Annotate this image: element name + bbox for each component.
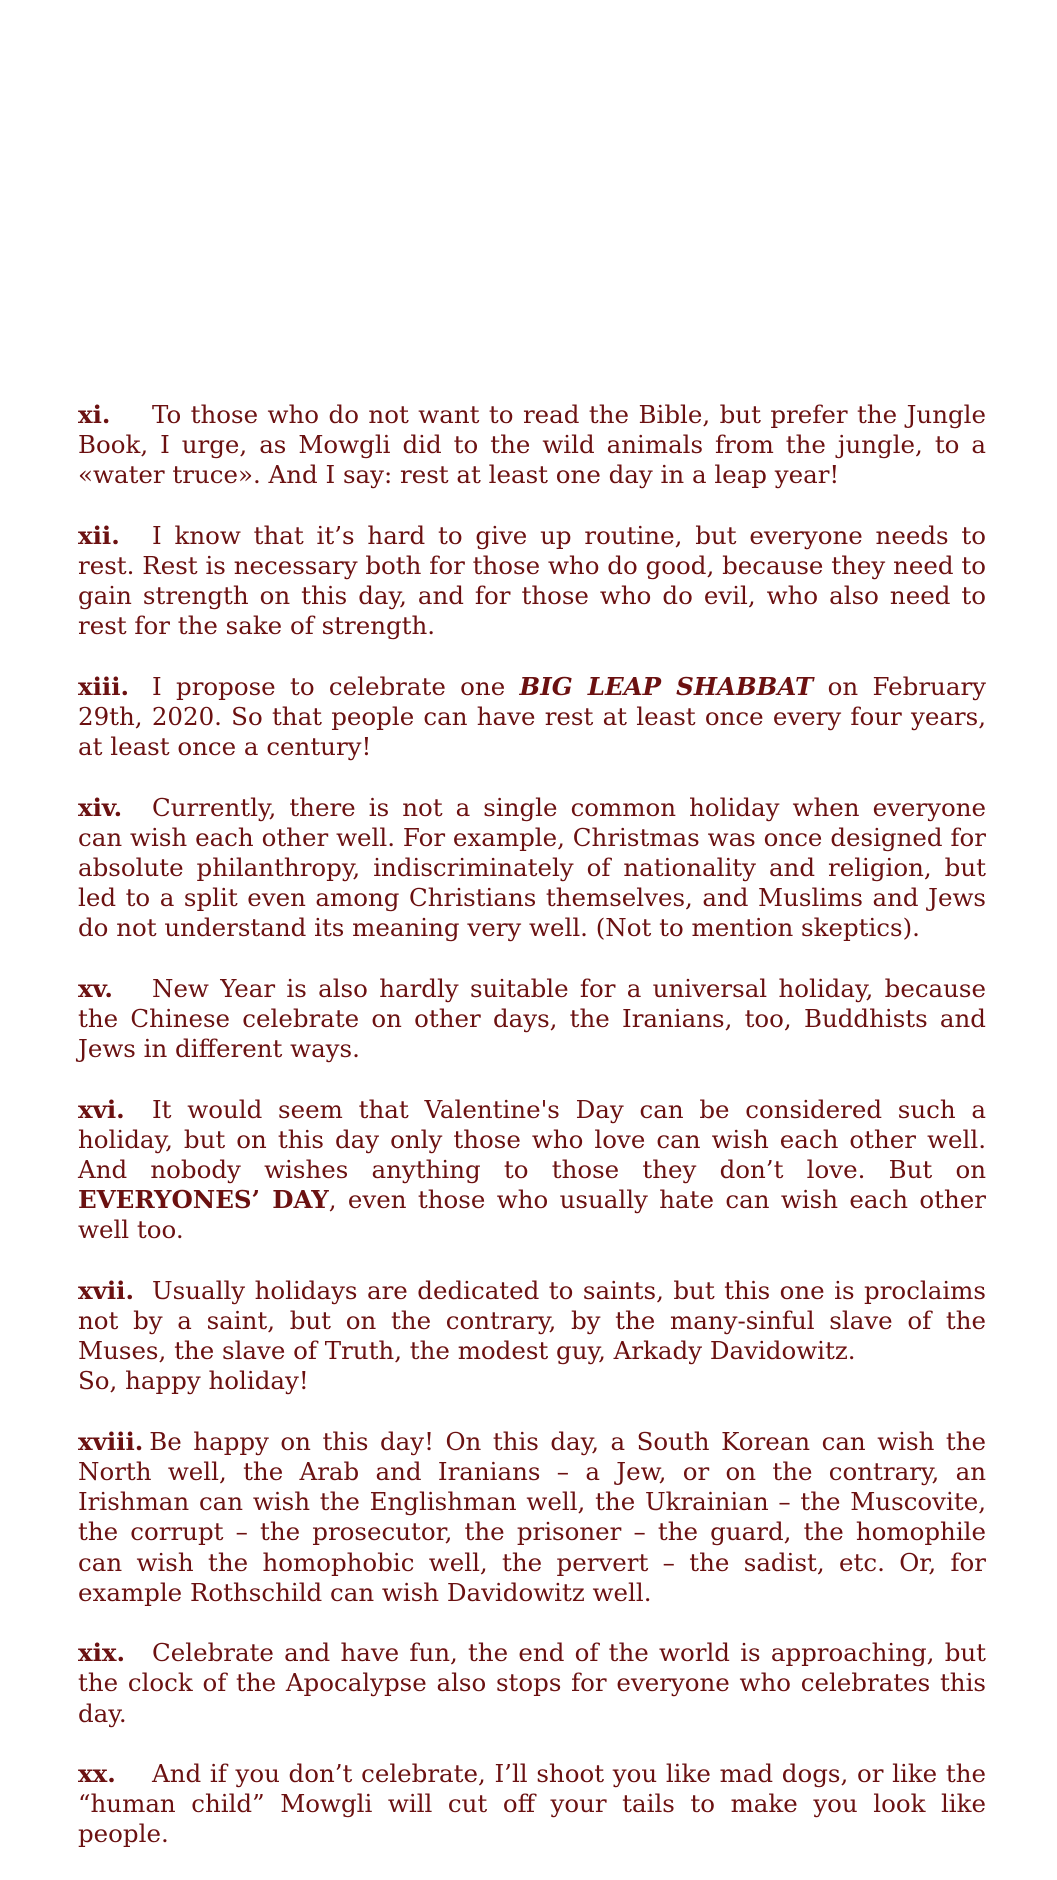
paragraph-text: And if you don’t celebrate, I’ll shoot you like mad dogs, or like the “human child” Mowgli will cut off your tails to make you look like people. [78,1759,986,1849]
paragraph-number: xx. [78,1759,116,1788]
paragraph-text: Currently, there is not a single common holiday when everyone can wish each other well. For example, Christmas was once designed for absolute philanthropy, indiscriminately of nationality and religion, but led to a split even among Christians themselves, and Muslims and Jews do not understand its meaning very well. (Not to mention skeptics). [78,792,986,943]
paragraph-number: xix. [78,1638,126,1668]
paragraph-text: Be happy on this day! On this day, a South Korean can wish the North well, the Arab and Iranians – a Jew, or on the contrary, an Irishman can wish the Englishman well, the Ukrainian – the Muscovite, the corrupt – the prosecutor, the prisoner – the guard, the homophile can wish the homophobic well, the pervert – the sadist, etc. Or, for example Rothschild can wish Davidowitz well. [78,1426,986,1607]
paragraph-number: xvi. [78,1094,125,1124]
paragraph-xvi [78,1095,986,1246]
paragraph-number: xiv. [78,792,123,822]
paragraph-xiii [78,672,986,763]
paragraph-text: Usually holidays are dedicated to saints, but this one is proclaims not by a saint, but on the contrary, by the many-sinful slave of the Muses, the slave of Truth, the modest guy, Arkady Davidowitz. [78,1275,986,1366]
paragraph-xiv [78,793,986,944]
paragraph-text: New Year is also hardly suitable for a universal holiday, because the Chinese celebrate on other days, the Iranians, too, Buddhists and Jews in different ways. [78,973,986,1064]
paragraph-closing-line: So, happy holiday! [78,1366,309,1396]
paragraph-xix [78,1638,986,1729]
paragraph-number: xii. [78,520,120,550]
paragraph-text: To those who do not want to read the Bible, but prefer the Jungle Book, I urge, as Mowgli did to the wild animals from the jungle, to a «water truce». And I say: rest at least one day in a leap year! [78,400,986,490]
paragraph-xvii [78,1276,986,1397]
paragraph-xviii [78,1427,986,1608]
paragraph-text: I propose to celebrate one [152,671,520,701]
paragraph-text: on February 29th, 2020. So that people can have rest at least once every four years, at least once a century! [78,671,986,762]
paragraph-xii [78,521,986,642]
paragraph-xx [78,1759,986,1850]
paragraph-number: xv. [78,973,113,1003]
paragraph-number: xviii. [78,1426,144,1456]
paragraph-xv [78,974,986,1065]
paragraph-text: , even those who usually hate can wish each other well too. [78,1185,986,1245]
paragraph-number: xvii. [78,1275,134,1305]
paragraph-xi [78,400,986,491]
paragraph-text: Celebrate and have fun, the end of the world is approaching, but the clock of the Apocalypse also stops for everyone who celebrates this day. [78,1638,986,1728]
paragraph-text: It would seem that Valentine's Day can be considered such a holiday, but on this day only those who love can wish each other well. And nobody wishes anything to those they don’t love. But on [78,1094,986,1184]
emphasis-everyones-day: EVERYONES’ DAY [78,1185,329,1215]
paragraph-text: I know that it’s hard to give up routine, but everyone needs to rest. Rest is necessary both for those who do good, because they need to gain strength on this day, and for those who do evil, who also need to rest for the sake of strength. [78,520,986,641]
paragraph-number: xiii. [78,671,130,701]
emphasis-big-leap-shabbat: BIG LEAP SHABBAT [519,671,814,701]
paragraph-number: xi. [78,400,111,429]
document-page [78,400,986,1880]
